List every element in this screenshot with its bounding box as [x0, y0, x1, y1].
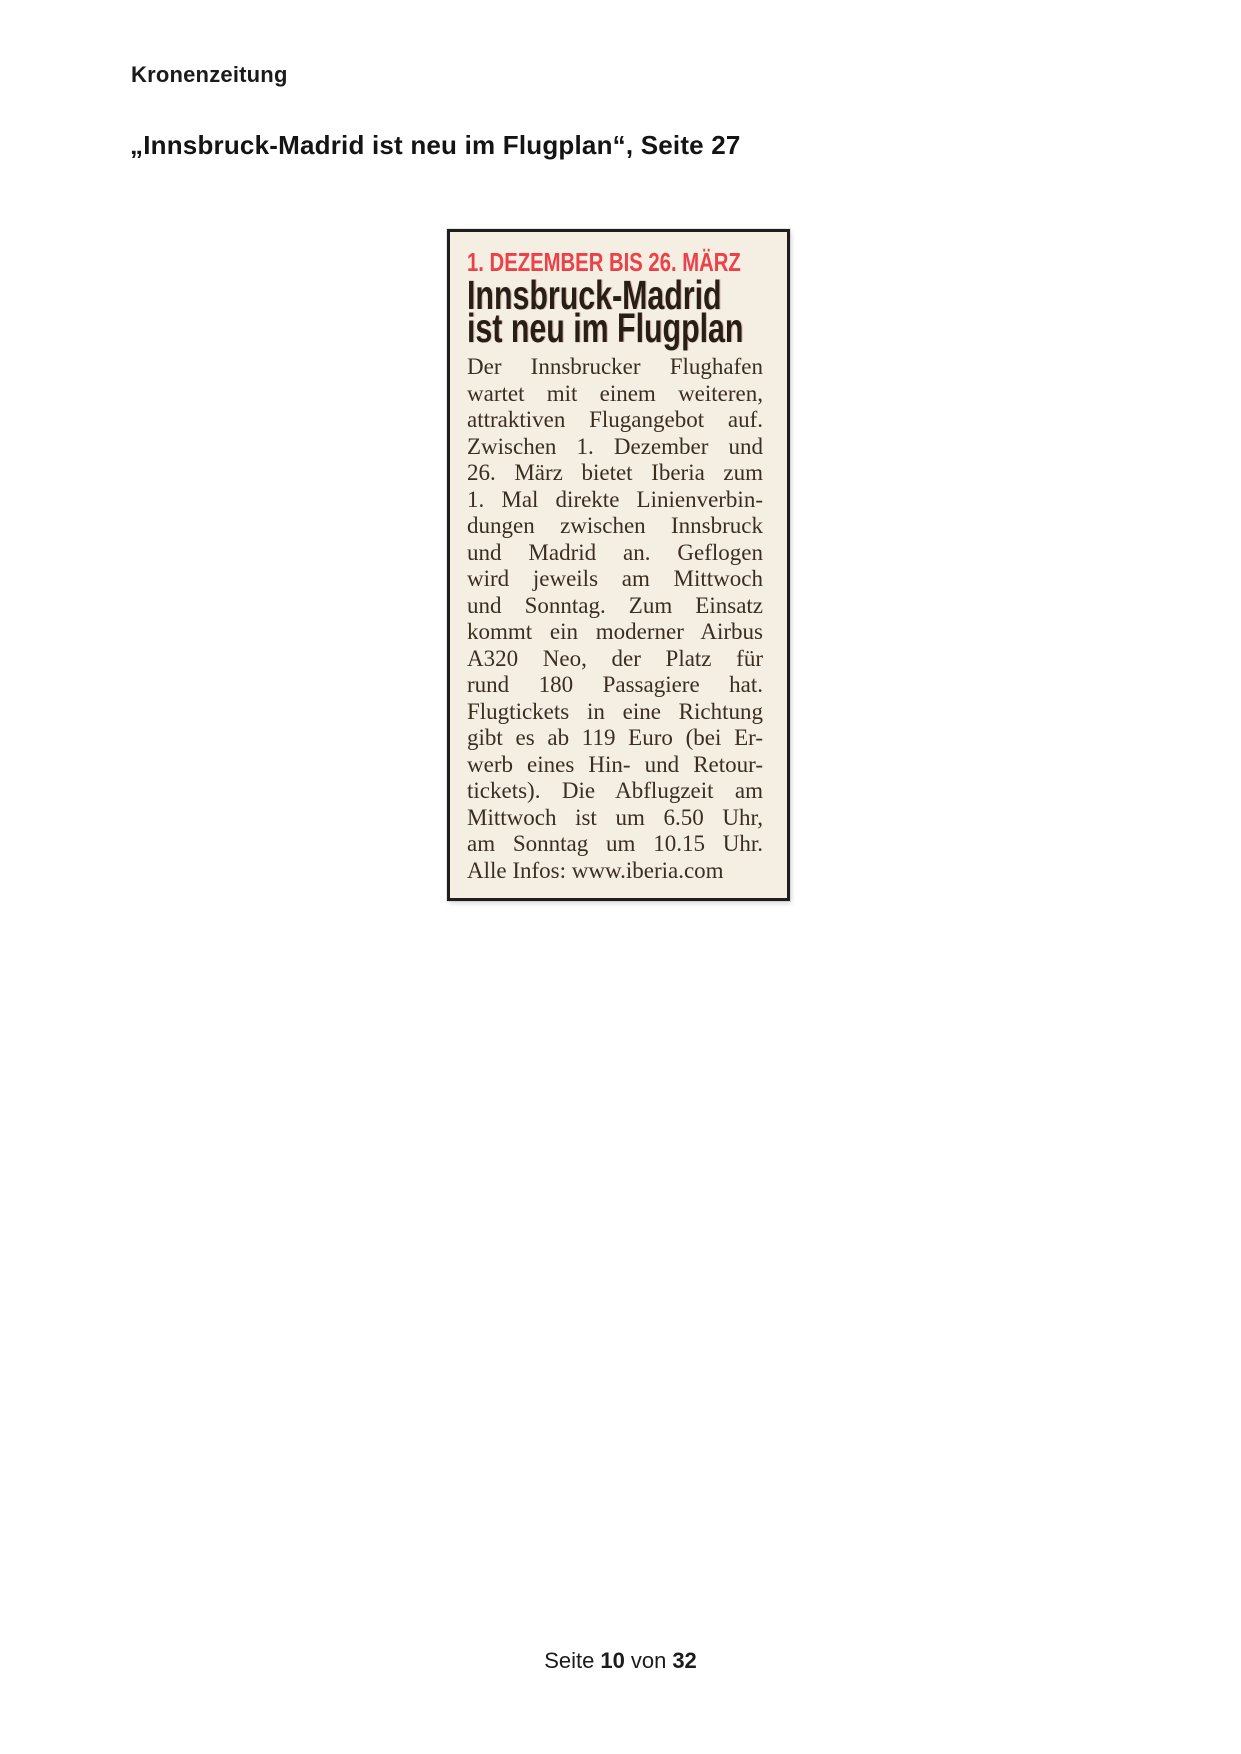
clipping-body-line: kommt ein moderner Airbus: [467, 619, 763, 644]
footer-separator: von: [630, 1648, 667, 1673]
document-headline: „Innsbruck-Madrid ist neu im Flugplan“, Seite 27: [130, 130, 741, 160]
clipping-headline-line1: Innsbruck-Madrid: [467, 272, 722, 318]
clipping-body-line: Alle Infos: www.iberia.com: [467, 857, 724, 883]
clipping-kicker: 1. DEZEMBER BIS 26. MÄRZ: [467, 247, 741, 277]
clipping-body-line: rund 180 Passagiere hat.: [467, 672, 763, 697]
clipping-body-line: wartet mit einem weiteren,: [467, 380, 763, 406]
clipping-body-line: Zwischen 1. Dezember und: [467, 433, 763, 459]
clipping-body-line: attraktiven Flugangebot auf.: [467, 407, 763, 432]
footer-current-page: 10: [600, 1648, 625, 1673]
clipping-body-line: A320 Neo, der Platz für: [467, 645, 763, 671]
clipping-body-line: und Sonntag. Zum Einsatz: [467, 592, 763, 618]
clipping-body-line: und Madrid an. Geflogen: [467, 539, 763, 565]
clipping-body-line: gibt es ab 119 Euro (bei Er-: [467, 725, 763, 750]
clipping-content: [450, 232, 787, 898]
clipping-body-line: 26. März bietet Iberia zum: [467, 460, 763, 485]
clipping-body: [467, 354, 763, 884]
footer-total-pages: 32: [672, 1648, 697, 1673]
clipping-body-line: 1. Mal direkte Linienverbin-: [467, 486, 763, 512]
footer-page-label: Seite: [544, 1648, 595, 1673]
newspaper-clipping: [447, 229, 790, 901]
clipping-body-line: dungen zwischen Innsbruck: [467, 513, 763, 538]
clipping-body-line: Flugtickets in eine Richtung: [467, 698, 763, 724]
clipping-headline: [467, 272, 763, 351]
clipping-headline-line2: ist neu im Flugplan: [467, 305, 744, 351]
clipping-body-line: wird jeweils am Mittwoch: [467, 566, 763, 591]
clipping-body-line: werb eines Hin- und Retour-: [467, 751, 763, 777]
source-label: Kronenzeitung: [131, 62, 288, 87]
clipping-body-line: Der Innsbrucker Flughafen: [467, 354, 763, 379]
page-footer: [0, 1648, 1241, 1674]
clipping-body-line: am Sonntag um 10.15 Uhr.: [467, 831, 763, 856]
clipping-body-line: tickets). Die Abflugzeit am: [467, 778, 763, 803]
clipping-body-line: Mittwoch ist um 6.50 Uhr,: [467, 804, 763, 830]
